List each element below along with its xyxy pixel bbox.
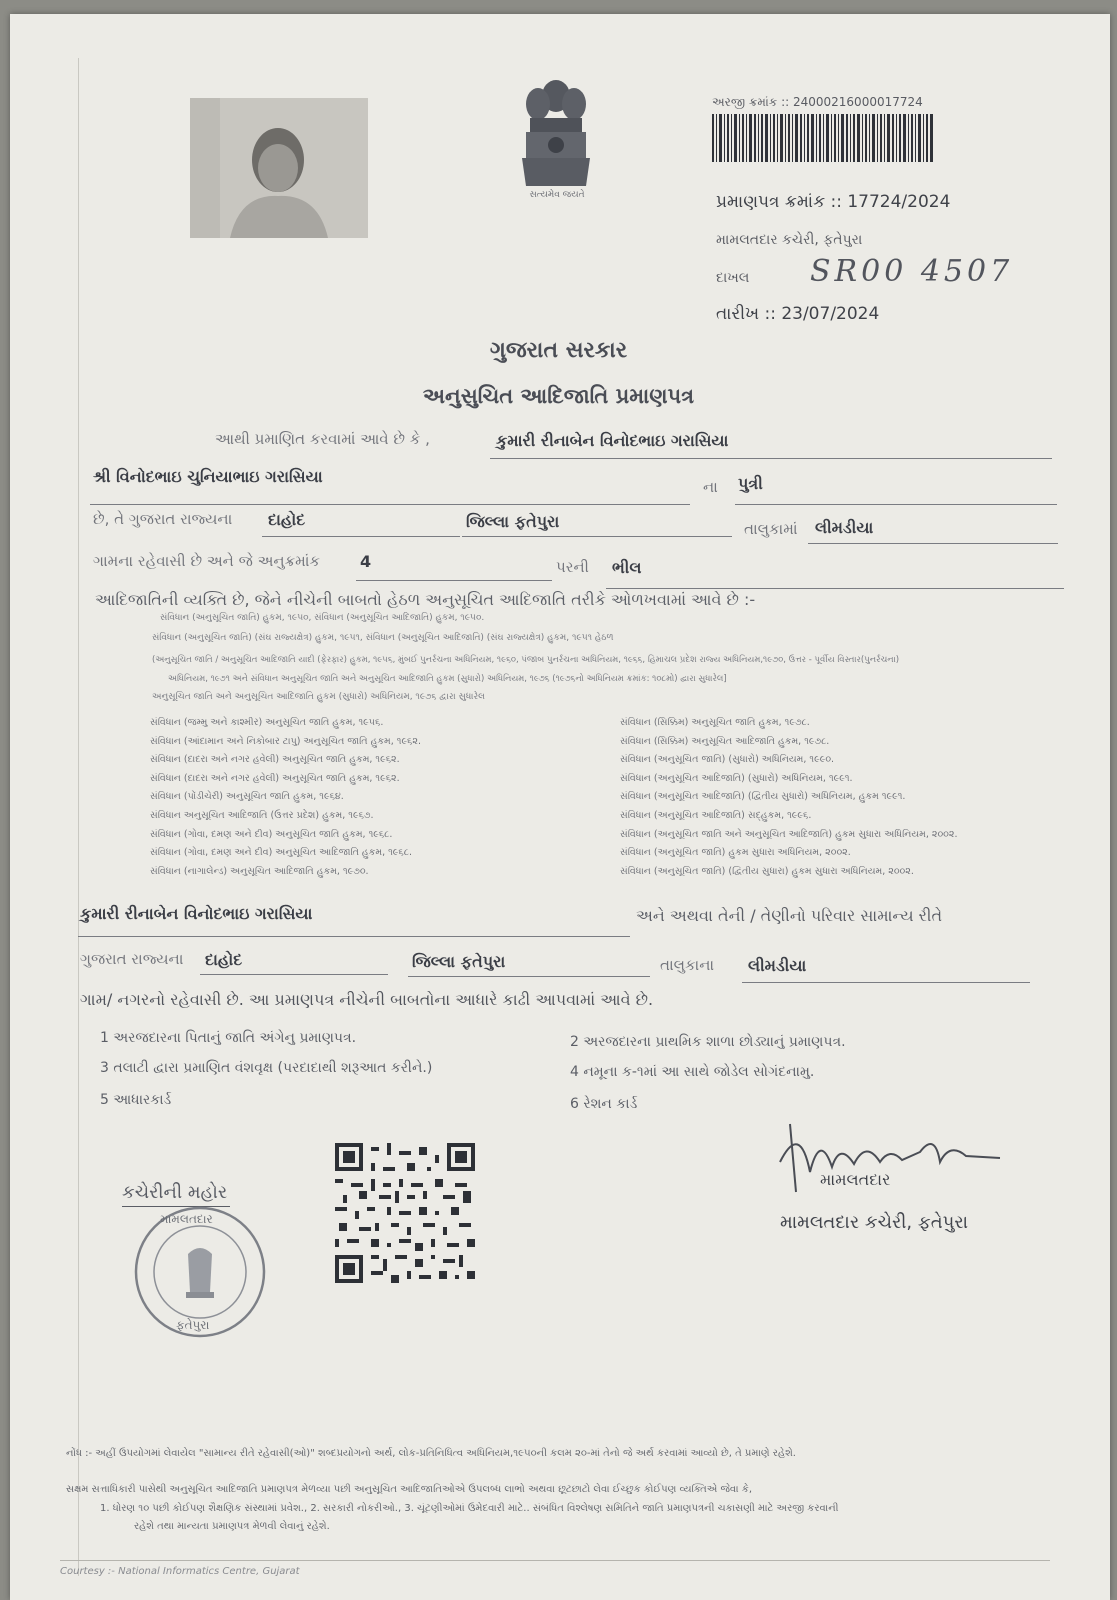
order-item: સંવિધાન (અનુસૂચિત જાતિ) હુકમ સુધારા અધિનિયમ, ૨૦૦૨.: [620, 847, 851, 859]
order-item: સંવિધાન (જમ્મુ અને કાશ્મીર) અનુસૂચિત જાતિ હુકમ, ૧૯૫૬.: [150, 717, 384, 728]
orders-line: સંવિધાન (અનુસૂચિત જાતિ) (સંઘ રાજ્યક્ષેત્ર) હુકમ, ૧૯૫૧, સંવિધાન (અનુસૂચિત આદિજાતિ) (સંઘ રાજ્યક્ષેત્ર) હુકમ, ૧૯૫૧ હેઠળ: [152, 633, 614, 643]
application-number: અરજી ક્રમાંક :: 24000216000017724: [712, 95, 923, 109]
order-item: સંવિધાન (અનુસૂચિત જાતિ) (દ્વિતીય સુધારા) હુકમ સુધારા અધિનિયમ, ૨૦૦૨.: [620, 865, 914, 877]
document-item: 4 નમૂના ક-૧માં આ સાથે જોડેલ સોગંદનામુ.: [570, 1064, 815, 1080]
seal-ring-top: મામલતદાર: [160, 1212, 213, 1226]
relation: પુત્રી: [738, 474, 763, 493]
underline: [262, 536, 460, 537]
underline: [408, 976, 650, 977]
note-line: સક્ષમ સત્તાધિકારી પાસેથી અનુસૂચિત આદિજાતિ પ્રમાણપત્ર મેળવ્યા પછી અનુસૂચિત આદિજાતિઓએ ઉપલબ્ધ લાભો અથવા છૂટછાટો લેવા ઈચ્છુક કોઈપણ વ્યક્તિએ જેવા કે,: [66, 1484, 753, 1495]
note-line: રહેશે તથા માન્યતા પ્રમાણપત્ર મેળવી લેવાનું રહેશે.: [134, 1521, 330, 1532]
order-item: સંવિધાન (સિક્કિમ) અનુસૂચિત જાતિ હુકમ, ૧૯૭૮.: [620, 717, 810, 728]
residence-district: દાહોદ: [205, 950, 243, 969]
order-item: સંવિધાન (દાદરા અને નગર હવેલી) અનુસૂચિત જાતિ હુકમ, ૧૯૬૨.: [150, 772, 400, 784]
seal-ring-bottom: ફતેપુરા: [176, 1318, 210, 1332]
residence-taluka-label: તાલુકાના: [660, 956, 715, 974]
subdistrict: જિલ્લા ફતેપુરા: [466, 512, 560, 531]
dakhal-handwritten: SR00 4507: [810, 254, 1014, 289]
divider: [60, 1560, 1050, 1561]
caste: ભીલ: [612, 558, 642, 577]
order-item: સંવિધાન (ગોવા, દમણ અને દીવ) અનુસૂચિત જાતિ હુકમ, ૧૯૬૮.: [150, 828, 393, 840]
underline: [742, 982, 1030, 983]
basis-statement: ગામ/ નગરનો રહેવાસી છે. આ પ્રમાણપત્ર નીચેની બાબતોના આધારે કાઢી આપવામાં આવે છે.: [80, 990, 654, 1009]
applicant-name: કુમારી રીનાબેન વિનોદભાઇ ગરાસિયા: [496, 431, 729, 450]
note-line: નોંધ :- અહીં ઉપયોગમાં લેવાયેલ "સામાન્ય રીતે રહેવાસી(ઓ)" શબ્દપ્રયોગનો અર્થ, લોક-પ્રતિનિધિત્વ અધિનિયમ,૧૯૫૦ની કલમ ૨૦-માં તેનો જે અર્થ કરવામાં આવ્યો છે, તે પ્રમાણે રહેશે.: [66, 1448, 796, 1459]
order-item: સંવિધાન (પોંડીચેરી) અનુસૂચિત જાતિ હુકમ, ૧૯૬૪.: [150, 791, 344, 803]
taluka: લીમડીયા: [815, 518, 874, 537]
certificate-title: અનુસુચિત આદિજાતિ પ્રમાણપત્ર: [422, 384, 695, 408]
document-item: 6 રેશન કાર્ડ: [570, 1096, 638, 1112]
order-item: સંવિધાન (સિક્કિમ) અનુસૂચિત આદિજાતિ હુકમ, ૧૯૭૮.: [620, 735, 830, 747]
residence-state-label: ગુજરાત રાજ્યના: [80, 950, 184, 968]
order-item: સંવિધાન (નાગાલેન્ડ) અનુસૂચિત આદિજાતિ હુકમ, ૧૯૭૦.: [150, 865, 369, 877]
orders-line: (અનુસૂચિત જાતિ / અનુસૂચિત આદિજાતિ યાદી (ફેરફાર) હુકમ, ૧૯૫૬, મુંબઈ પુનર્રચના અધિનિયમ, ૧૯૬૦, પંજાબ પુનર્રચના અધિનિયમ, ૧૯૬૬, હિમાચલ પ્રદેશ રાજ્ય અધિનિયમ,૧૯૭૦, ઉત્તર - પૂર્વીય વિસ્તાર(પુનર્રચના): [152, 655, 900, 665]
underline: [200, 974, 388, 975]
order-item: સંવિધાન (અનુસૂચિત જાતિ) (સુધારો) અધિનિયમ, ૧૯૯૦.: [620, 754, 835, 766]
district: દાહોદ: [268, 510, 306, 529]
dakhal-label: દાખલ: [716, 270, 750, 286]
orders-line: અધિનિયમ, ૧૯૭૧ અને સંવિધાન અનુસૂચિત જાતિ અને અનુસૂચિત આદિજાતિ હુકમ (સુધારો) અધિનિયમ, ૧૯૭૬ (૧૯૭૬નો અધિનિયમ ક્રમાંક: ૧૦૮મો) દ્વારા સુધારેલ]: [168, 674, 727, 684]
underline: [462, 536, 732, 537]
footer-courtesy: Courtesy :- National Informatics Centre, Gujarat: [60, 1566, 300, 1577]
qr-code-icon: [335, 1143, 475, 1283]
underline: [78, 936, 630, 937]
order-item: સંવિધાન (અનુસૂચિત આદિજાતિ) (સુધારો) અધિનિયમ, ૧૯૯૧.: [620, 772, 853, 784]
orders-line: અનુસૂચિત જાતિ અને અનુસૂચિત આદિજાતિ હુકમ (સુધારો) અધિનિયમ, ૧૯૭૬ દ્વારા સુધારેલ: [152, 692, 485, 702]
underline: [808, 543, 1058, 544]
document-item: 5 આધારકાર્ડ: [100, 1092, 172, 1108]
barcode-icon: [712, 114, 934, 162]
caste-label: પરની: [556, 558, 589, 576]
state-label: છે, તે ગુજરાત રાજ્યના: [93, 510, 233, 528]
emblem-caption: સત્યમેવ જયતે: [529, 190, 585, 200]
signatory-title: મામલતદાર: [820, 1170, 891, 1189]
certificate-number: પ્રમાણપત્ર ક્રમાંક :: 17724/2024: [716, 192, 951, 212]
document-item: 3 તલાટી દ્વારા પ્રમાણિત વંશવૃક્ષ (પરદાદાથી શરૂઆત કરીને.): [100, 1060, 433, 1076]
document-item: 1 અરજદારના પિતાનું જાતિ અંગેનુ પ્રમાણપત્ર.: [100, 1030, 357, 1046]
underline: [90, 504, 690, 505]
orders-line: સંવિધાન (અનુસૂચિત જાતિ) હુકમ, ૧૯૫૦, સંવિધાન (અનુસૂચિત આદિજાતિ) હુકમ, ૧૯૫૦.: [160, 613, 485, 623]
underline: [606, 588, 1064, 589]
document-item: 2 અરજદારના પ્રાથમિક શાળા છોડ્યાનું પ્રમાણપત્ર.: [570, 1034, 846, 1050]
underline: [490, 458, 1052, 459]
orders-list-left: [150, 714, 421, 881]
serial-number: 4: [360, 552, 372, 571]
village-label: ગામના રહેવાસી છે અને જે અનુક્રમાંક: [93, 552, 321, 570]
order-item: સંવિધાન (દાદરા અને નગર હવેલી) અનુસૂચિત જાતિ હુકમ, ૧૯૬૨.: [150, 754, 400, 766]
applicant-photo: [190, 98, 368, 238]
order-item: સંવિધાન (આંદામાન અને નિકોબાર ટાપુ) અનુસૂચિત જાતિ હુકમ, ૧૯૬૨.: [150, 735, 421, 747]
intro-statement: આદિજાતિની વ્યક્તિ છે, જેને નીચેની બાબતો હેઠળ અનુસૂચિત આદિજાતિ તરીકે ઓળખવામાં આવે છે :-: [95, 590, 756, 609]
note-line: 1. ધોરણ ૧૦ પછી કોઈપણ શૈક્ષણિક સંસ્થામાં પ્રવેશ., 2. સરકારી નોકરીઓ., 3. ચૂંટણીઓમાં ઉમેદવારી માટે.. સંબંધિત વિશ્લેષણ સમિતિને જાતિ પ્રમાણપત્રની ચકાસણી માટે અરજી કરવાની: [100, 1503, 839, 1514]
order-item: સંવિધાન (ગોવા, દમણ અને દીવ) અનુસૂચિત આદિજાતિ હુકમ, ૧૯૬૮.: [150, 847, 412, 859]
office-seal-label: કચેરીની મહોર: [122, 1182, 228, 1203]
signatory-office: મામલતદાર કચેરી, ફતેપુરા: [780, 1212, 969, 1233]
certificate-date: તારીખ :: 23/07/2024: [716, 304, 880, 324]
residence-subdistrict: જિલ્લા ફતેપુરા: [412, 952, 506, 971]
certify-label: આથી પ્રમાણિત કરવામાં આવે છે કે ,: [215, 430, 430, 448]
orders-list-right: [620, 714, 958, 881]
father-name: શ્રી વિનોદભાઇ ચુનિયાભાઇ ગરાસિયા: [93, 467, 323, 486]
underline: [735, 504, 1057, 505]
order-item: સંવિધાન (અનુસૂચિત આદિજાતિ) સદ્હુકમ, ૧૯૯૬.: [620, 809, 812, 821]
order-item: સંવિધાન અનુસૂચિત આદિજાતિ (ઉત્તર પ્રદેશ) હુકમ, ૧૯૬૭.: [150, 809, 374, 821]
na-label: ના: [703, 478, 718, 496]
family-label: અને અથવા તેની / તેણીનો પરિવાર સામાન્ય રીતે: [636, 906, 943, 925]
residence-taluka: લીમડીયા: [748, 956, 807, 975]
government-title: ગુજરાત સરકાર: [489, 338, 628, 363]
office-name: મામલતદાર કચેરી, ફતેપુરા: [716, 232, 863, 248]
state-emblem-icon: [516, 74, 596, 192]
residence-name: કુમારી રીનાબેન વિનોદભાઇ ગરાસિયા: [80, 904, 313, 923]
taluka-label: તાલુકામાં: [744, 520, 798, 538]
underline: [356, 580, 552, 581]
order-item: સંવિધાન (અનુસૂચિત જાતિ અને અનુસૂચિત આદિજાતિ) હુકમ સુધારા અધિનિયમ, ૨૦૦૨.: [620, 828, 958, 840]
order-item: સંવિધાન (અનુસૂચિત આદિજાતિ) (દ્વિતીય સુધારો) અધિનિયમ, હુકમ ૧૯૯૧.: [620, 791, 906, 803]
